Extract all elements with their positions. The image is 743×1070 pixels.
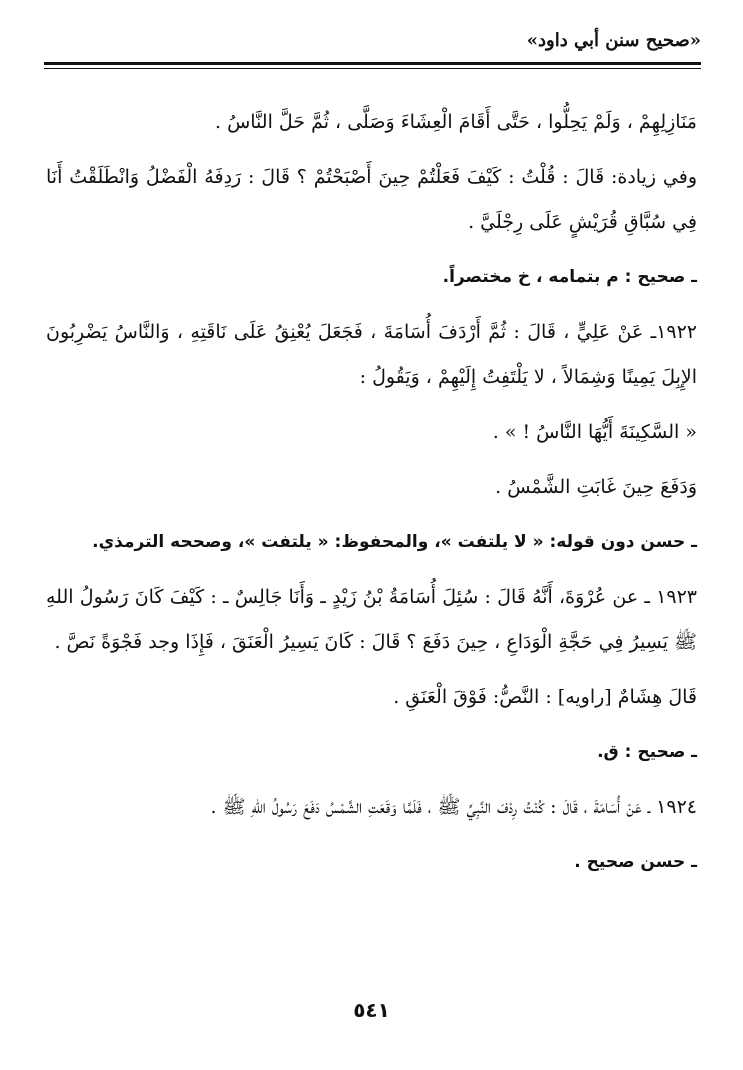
header-rule-thick [44,62,701,65]
hadith-grade-3: ـ صحيح : ق. [597,742,697,762]
page-number: ٥٤١ [353,998,390,1022]
header-rule-thin [44,68,701,69]
paragraph-quote: « السَّكِينَةَ أَيُّهَا النَّاسُ ! » . [492,421,697,443]
paragraph-1: مَنَازِلِهِمْ ، وَلَمْ يَحِلُّوا ، حَتَّى أَقَامَ الْعِشَاءَ وَصَلَّى ، ثُمَّ حَلَّ النَّاسُ . [215,111,697,133]
page-body [46,100,697,895]
hadith-1923: ١٩٢٣ ـ عن عُرْوَةَ، أَنَّهُ قَالَ : سُئِلَ أُسَامَةُ بْنُ زَيْدٍ ـ وَأَنَا جَالِسٌ ـ : كَيْفَ كَانَ رَسُولُ اللهِ ﷺ يَسِيرُ فِي حَجَّةِ الْوَدَاعِ ، حِينَ دَفَعَ ؟ قَالَ : كَانَ يَسِيرُ الْعَنَقَ ، فَإِذَا وجد فَجْوَةً نَصَّ . [46,586,697,653]
paragraph-2: وفي زيادة: قَالَ : قُلْتُ : كَيْفَ فَعَلْتُمْ حِينَ أَصْبَحْتُمْ ؟ قَالَ : رَدِفَهُ الْفَضْلُ وَانْطَلَقْتُ أَنَا فِي سُبَّاقِ قُرَيْشٍ عَلَى رِجْلَيَّ . [46,166,697,233]
running-header: «صحيح سنن أبي داود» [526,30,701,51]
hadith-1924: ١٩٢٤ ـ عَنْ أُسَامَةَ ، قَالَ : كُنْتُ رِدْفَ النَّبِيِّ ﷺ ، فَلَمَّا وَقَعَتِ الشَّمْسُ دَفَعَ رَسُولُ اللهِ ﷺ . [210,796,697,818]
hadith-grade-4: ـ حسن صحيح . [574,852,697,872]
hadith-grade-1: ـ صحيح : م بتمامه ، خ مختصراً. [442,267,697,287]
paragraph-sunset: وَدَفَعَ حِينَ غَابَتِ الشَّمْسُ . [495,476,697,498]
hadith-grade-2: ـ حسن دون قوله: « لا يلتفت »، والمحفوظ: « يلتفت »، وصححه الترمذي. [92,532,697,552]
paragraph-hisham: قَالَ هِشَامٌ [راويه] : النَّصُّ: فَوْقَ الْعَنَقِ . [393,686,697,708]
hadith-1922: ١٩٢٢ـ عَنْ عَلِيٍّ ، قَالَ : ثُمَّ أَرْدَفَ أُسَامَةَ ، فَجَعَلَ يُعْنِقُ عَلَى نَاقَتِهِ ، وَالنَّاسُ يَضْرِبُونَ الإِبِلَ يَمِينًا وَشِمَالاً ، لا يَلْتَفِتُ إِلَيْهِمْ ، وَيَقُولُ : [46,321,697,388]
